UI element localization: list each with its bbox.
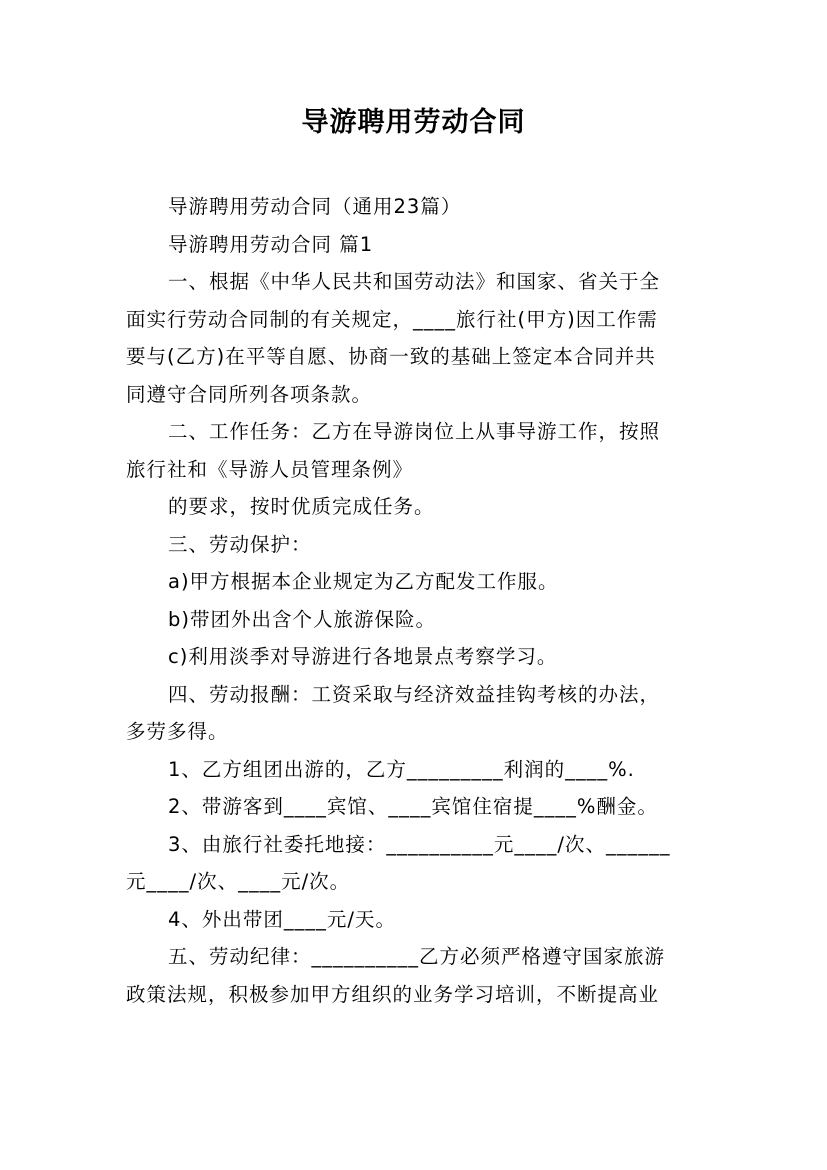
body-line: 的要求，按时优质完成任务。: [168, 495, 435, 518]
body-line: 元____/次、____元/次。: [126, 870, 351, 893]
document-title: 导游聘用劳动合同: [301, 107, 526, 138]
body-line: 旅行社和《导游人员管理条例》: [126, 457, 414, 481]
body-line: 要与(乙方)在平等自愿、协商一致的基础上签定本合同并共: [126, 345, 656, 368]
body-line: 面实行劳动合同制的有关规定，____旅行社(甲方)因工作需: [126, 307, 658, 331]
body-line: c)利用淡季对导游进行各地景点考察学习。: [168, 645, 558, 668]
body-line: b)带团外出含个人旅游保险。: [168, 607, 436, 631]
body-line: 导游聘用劳动合同（通用23篇）: [168, 195, 462, 218]
body-line: 多劳多得。: [126, 720, 229, 743]
body-line: 一、根据《中华人民共和国劳动法》和国家、省关于全: [168, 270, 661, 293]
body-line: 四、劳动报酬：工资采取与经济效益挂钩考核的办法，: [168, 682, 661, 706]
body-line: 政策法规，积极参加甲方组织的业务学习培训，不断提高业: [126, 982, 660, 1006]
document-body: [126, 188, 706, 1013]
body-line: a)甲方根据本企业规定为乙方配发工作服。: [168, 570, 559, 593]
body-line: 3、由旅行社委托地接：__________元____/次、______: [168, 832, 671, 856]
body-line: 五、劳动纪律：__________乙方必须严格遵守国家旅游: [168, 945, 666, 968]
body-line: 导游聘用劳动合同 篇1: [168, 232, 374, 256]
body-line: 同遵守合同所列各项条款。: [126, 382, 373, 406]
body-line: 二、工作任务：乙方在导游岗位上从事导游工作，按照: [168, 420, 661, 443]
body-line: 三、劳动保护：: [168, 532, 312, 556]
body-line: 1、乙方组团出游的，乙方_________利润的____%.: [168, 757, 635, 781]
body-line: 4、外出带团____元/天。: [168, 907, 396, 931]
body-line: 2、带游客到____宾馆、____宾馆住宿提____%酬金。: [168, 795, 658, 818]
